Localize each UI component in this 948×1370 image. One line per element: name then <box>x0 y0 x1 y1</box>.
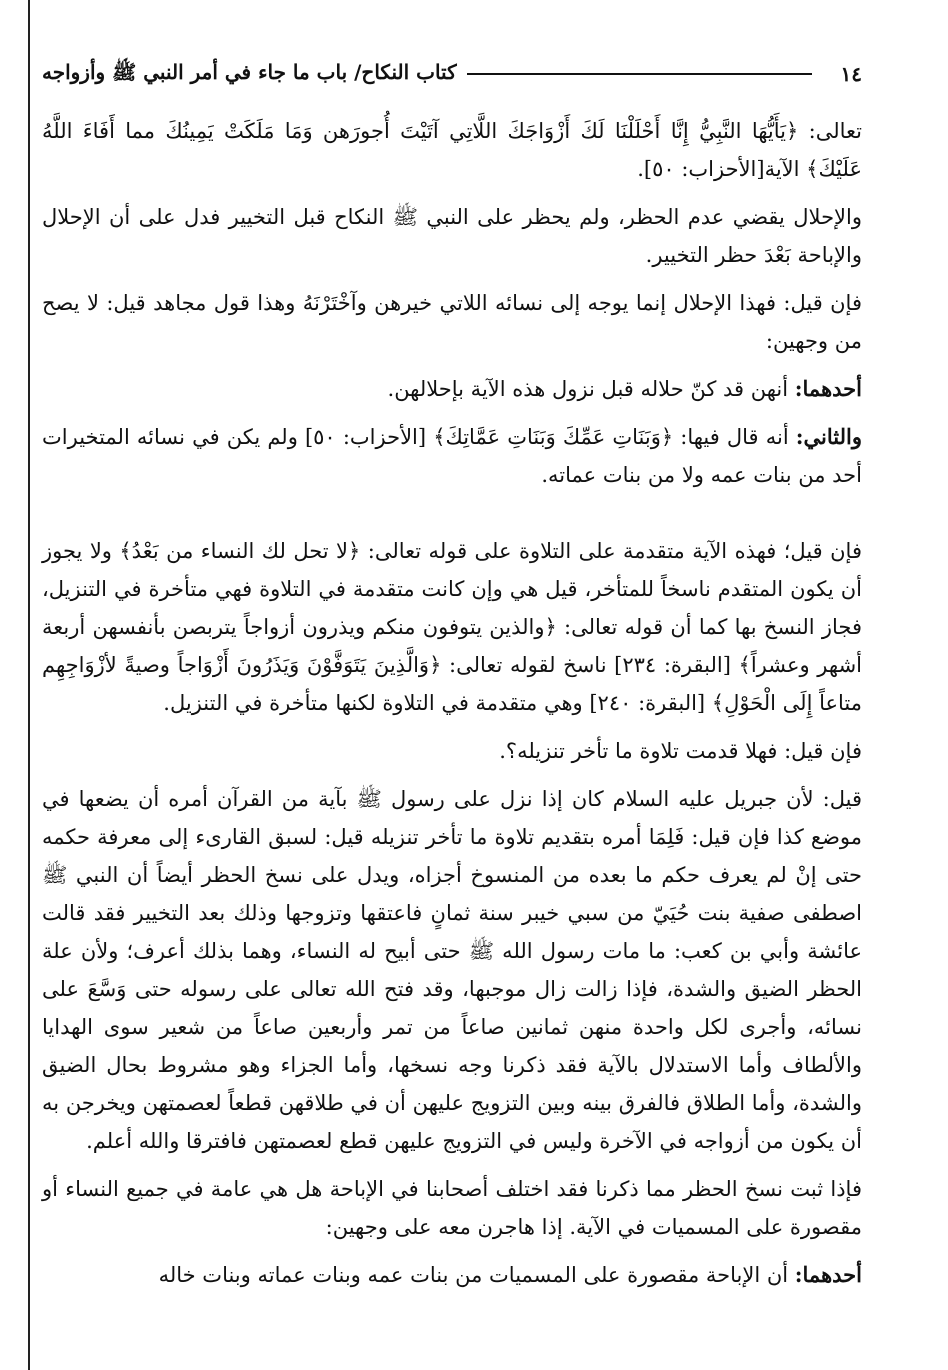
page-number: ١٤ <box>840 62 862 86</box>
paragraph-9: فإذا ثبت نسخ الحظر مما ذكرنا فقد اختلف أصحابنا في الإباحة هل هي عامة في جميع النساء أو مقصورة على المسميات في الآية. إذا هاجرن معه على وجهين: <box>42 1177 862 1239</box>
paragraph-7: فإن قيل: فهلا قدمت تلاوة ما تأخر تنزيله؟. <box>499 739 862 763</box>
paragraph-5: والثاني: أنه قال فيها: ﴿وَبَنَاتِ عَمِّكَ وَبَنَاتِ عَمَّاتِكَ﴾ [الأحزاب: ٥٠] ولم يكن في نسائه المتخيرات أحد من بنات عمه ولا من بنات عماته. <box>42 424 862 487</box>
paragraph-6: فإن قيل؛ فهذه الآية متقدمة على التلاوة على قوله تعالى: ﴿لا تحل لك النساء من بَعْدُ﴾ ولا يجوز أن يكون المتقدم ناسخاً للمتأخر، قيل هي وإن كانت متقدمة في التلاوة فهي متأخرة في التنزيل، فجاز النسخ بها كما أن قوله تعالى: ﴿والذين يتوفون منكم ويذرون أزواجاً يتربصن بأنفسهن أربعة أشهر وعشراً﴾ [البقرة: ٢٣٤] ناسخ لقوله تعالى: ﴿وَالَّذِينَ يَتَوَفَّوْنَ وَيَذَرُونَ أَزْوَاجاً وصيةً لأزْوَاجِهِم متاعاً إِلَى الْحَوْلِ﴾ [البقرة: ٢٤٠] وهي متقدمة في التلاوة لكنها متأخرة في التنزيل. <box>42 539 862 715</box>
running-title: كتاب النكاح/ باب ما جاء في أمر النبي ﷺ وأزواجه <box>42 59 457 84</box>
paragraph-3: فإن قيل: فهذا الإحلال إنما يوجه إلى نسائه اللاتي خيرهن وآخْتَرْنَهُ وهذا قول مجاهد قيل: لا يصح من وجهين: <box>42 291 862 353</box>
paragraph-8: قيل: لأن جبريل عليه السلام كان إذا نزل على رسول ﷺ بآية من القرآن أمره أن يضعها في موضع كذا فإن قيل: فَلِمَا أمره بتقديم تلاوة ما تأخر تنزيله قيل: لسبق القارىء إلى معرفة حكمه حتى إنْ لم يعرف حكم ما بعده من المنسوخ أجزاه، ويدل على نسخ الحظر أيضاً أن النبي ﷺ اصطفى صفية بنت حُيَيّ من سبي خيبر سنة ثمانٍ فاعتقها وتزوجها وذلك بعد التخيير فقد قالت عائشة وأبي بن كعب: ما مات رسول الله ﷺ حتى أبيح له النساء، وهما بذلك أعرف؛ ولأن علة الحظر الضيق والشدة، فإذا زالت زال موجبها، وقد فتح الله تعالى على رسوله حتى وَسَّعَ على نسائه، وأجرى لكل واحدة منهن ثمانين صاعاً من تمر وأربعين صاعاً من شعير سوى الهدايا والألطاف وأما الاستدلال بالآية فقد ذكرنا وجه نسخها، وأما الجزاء وهو مشروط بحال الضيق والشدة، وأما الطلاق فالفرق بينه وبين التزويج عليهن أن في طلاقهن قطعاً لعصمتهن ويخرجن به أن يكون من أزواجه في الآخرة وليس في التزويج عليهن قطع لعصمتهن فافترقا والله أعلم. <box>42 787 862 1153</box>
running-header <box>42 52 862 96</box>
section-gap <box>42 504 862 532</box>
page-binding-edge <box>28 0 30 1370</box>
header-rule <box>467 73 812 75</box>
paragraph-2: والإحلال يقضي عدم الحظر، ولم يحظر على النبي ﷺ النكاح قبل التخيير فدل على أن الإحلال والإباحة بَعْدَ حظر التخيير. <box>42 205 862 267</box>
paragraph-10: أحدهما: أن الإباحة مقصورة على المسميات من بنات عمه وبنات عماته وبنات خاله <box>158 1262 862 1287</box>
paragraph-4: أحدهما: أنهن قد كنّ حلاله قبل نزول هذه الآية بإحلالهن. <box>387 376 862 401</box>
book-page <box>42 52 862 1352</box>
paragraph-1: تعالى: ﴿يَأَيُّهَا النَّبِيُّ إِنَّا أَحْلَلْنَا لَكَ أَزْوَاجَكَ اللَّاتِي آتَيْتَ أُجورَهن وَمَا مَلَكَتْ يَمِينُكَ مما أَفَاءَ اللَّهُ عَلَيْكَ﴾ الآية[الأحزاب: ٥٠]. <box>42 119 862 181</box>
